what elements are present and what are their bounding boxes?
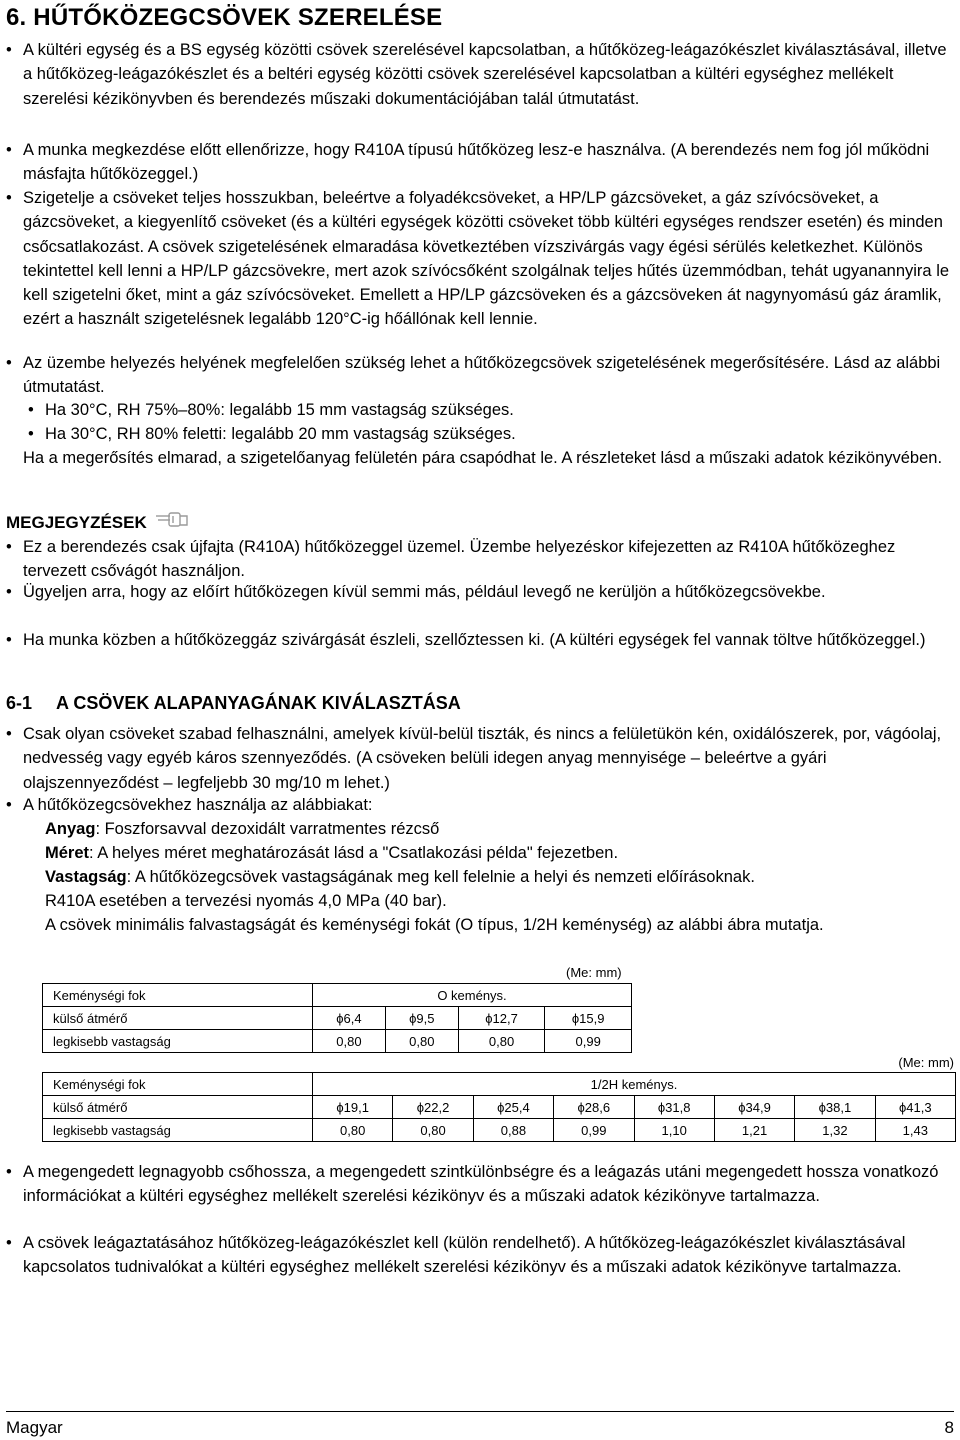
page-number: 8: [944, 1418, 954, 1437]
table-row: legkisebb vastagság 0,80 0,80 0,88 0,99 1,10 1,21 1,32 1,43: [43, 1119, 956, 1142]
sub-bullet-2: • Ha 30°C, RH 80% feletti: legalább 20 mm vastagság szükséges.: [28, 425, 516, 443]
section-number: 6-1: [6, 693, 33, 713]
intro-bullet-4: • Az üzembe helyezés helyének megfelelően szükség lehet a hűtőközegcsövek szigetelésének megerősítésére. Lásd az alábbi útmutatást.: [6, 354, 941, 397]
intro-tail: Ha a megerősítés elmarad, a szigetelőanyag felületén pára csapódhat le. A részleteket lásd a műszaki adatok kézikönyvében.: [23, 449, 943, 467]
chapter-heading: 6. HŰTŐKÖZEGCSÖVEK SZERELÉSE: [6, 4, 443, 31]
table-row: külső átmérő ϕ19,1 ϕ22,2 ϕ25,4 ϕ28,6 ϕ31,8 ϕ34,9 ϕ38,1 ϕ41,3: [43, 1096, 956, 1119]
closing-bullet-1: • A megengedett legnagyobb csőhossza, a megengedett szintkülönbségre és a leágazás utáni megengedett hossza vonatkozó információkat a kültéri egységhez mellékelt szerelési kézikönyv és a műszaki adatok kézikönyve tartalmazza.: [6, 1163, 939, 1206]
footer-divider: [6, 1411, 954, 1412]
table-row: Keménységi fok 1/2H keménys.: [43, 1073, 956, 1096]
table-row: Keménységi fok O keménys.: [43, 984, 632, 1007]
design-pressure: R410A esetében a tervezési nyomás 4,0 MPa (40 bar).: [45, 892, 447, 910]
section-heading: [6, 693, 461, 714]
table1-unit: (Me: mm): [566, 965, 622, 980]
section-bullet-1: • Csak olyan csöveket szabad felhasználni, amelyek kívül-belül tiszták, és nincs a felületükön kén, oxidálószerek, por, vágóolaj, nedvesség vagy egyéb káros szennyeződés. (A csöveken belüli idegen anyag mennyisége – beleértve a gyári olajszennyeződést – legfeljebb 30 mg/10 m lehet.): [6, 725, 942, 792]
note-heading: [6, 510, 191, 535]
table-intro: A csövek minimális falvastagságát és keménységi fokát (O típus, 1/2H keménység) az alábbi ábra mutatja.: [45, 916, 824, 934]
closing-bullet-2: • A csövek leágaztatásához hűtőközeg-leágazókészlet kell (külön rendelhető). A hűtőközeg-leágazókészlet kiválasztásával kapcsolatos tudnivalókat a kültéri egységhez mellékelt szerelési kézikönyv és a műszaki adatok kézikönyve tartalmazza.: [6, 1234, 906, 1277]
footer-language: Magyar: [6, 1418, 63, 1437]
section-title: A CSÖVEK ALAPANYAGÁNAK KIVÁLASZTÁSA: [56, 693, 461, 713]
note-bullet-3: • Ha munka közben a hűtőközeggáz szivárgását észleli, szellőztessen ki. (A kültéri egységek fel vannak töltve hűtőközeggel.): [6, 631, 926, 649]
sub-bullet-1: • Ha 30°C, RH 75%–80%: legalább 15 mm vastagság szükséges.: [28, 401, 514, 419]
intro-bullet-3: • Szigetelje a csöveket teljes hosszukban, beleértve a folyadékcsöveket, a HP/LP gázcsöveket, a gáz szívócsöveket, a gázcsöveket, a kiegyenlítő csöveket (és a kültéri egységek közötti csöveket több kültéri egységes rendszer esetén) és minden csőcsatlakozást. A csövek szigetelésének elmaradása következtében vízszivárgás vagy égési sérülés keletkezhet. Különös tekintettel kell lenni a HP/LP gázcsövekre, mert azok szívócsőként szolgálnak teljes hűtés üzemmódban, tehát ugyanannyira le kell szigetelni őket, mint a gáz szívócsöveket. Emellett a HP/LP gázcsöveken és a gázcsöveken át nagynyomású gáz áramlik, ezért a használt szigetelésnek legalább 120°C-ig hőállónak kell lennie.: [6, 189, 950, 329]
intro-bullet-1: • A kültéri egység és a BS egység közötti csövek szerelésével kapcsolatban, a hűtőközeg-leágazókészlet kiválasztásával, illetve a hűtőközeg-leágazókészlet és a beltéri egység közötti csövek szerelésével kapcsolatban a kültéri egységhez mellékelt szerelési kézikönyvben és berendezés műszaki dokumentációjában talál útmutatást.: [6, 41, 947, 108]
def-size: Méret: A helyes méret meghatározását lásd a "Csatlakozási példa" fejezetben.: [45, 844, 619, 862]
def-thickness: Vastagság: A hűtőközegcsövek vastagságának meg kell felelnie a helyi és nemzeti előírásoknak.: [45, 868, 755, 886]
thickness-table-half-h: [42, 1072, 956, 1142]
def-material: Anyag: Foszforsavval dezoxidált varratmentes rézcső: [45, 820, 440, 838]
section-bullet-2: • A hűtőközegcsövekhez használja az alábbiakat:: [6, 796, 373, 814]
note-bullet-2: • Ügyeljen arra, hogy az előírt hűtőközegen kívül semmi más, például levegő ne kerüljön a hűtőközegcsövekbe.: [6, 583, 826, 601]
table-row: külső átmérő ϕ6,4 ϕ9,5 ϕ12,7 ϕ15,9: [43, 1007, 632, 1030]
table-row: legkisebb vastagság 0,80 0,80 0,80 0,99: [43, 1030, 632, 1053]
hand-pointing-icon: [155, 510, 191, 535]
thickness-table-o: [42, 983, 632, 1053]
note-bullet-1: • Ez a berendezés csak újfajta (R410A) hűtőközeggel üzemel. Üzembe helyezéskor kifejezetten az R410A hűtőközeghez tervezett csővágót használjon.: [6, 538, 896, 581]
intro-bullet-2: • A munka megkezdése előtt ellenőrizze, hogy R410A típusú hűtőközeg lesz-e használva. (A berendezés nem fog jól működni másfajta hűtőközeggel.): [6, 141, 930, 184]
note-title: MEGJEGYZÉSEK: [6, 512, 147, 532]
table2-unit: (Me: mm): [898, 1055, 954, 1070]
